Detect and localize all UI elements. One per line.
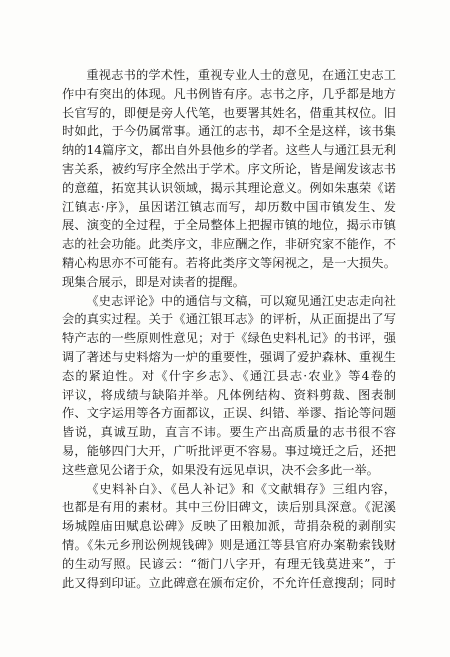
text-line: 长官写的，即便是旁人代笔，也要署其姓名，借重其权位。旧: [62, 105, 396, 120]
text-line: 会的真实过程。关于《通江银耳志》的评析，从正面提出了写: [62, 312, 396, 327]
paragraph: [62, 66, 396, 292]
text-line: 特产志的一些原则性意见；对于《绿色史料札记》的书评，强: [62, 331, 396, 346]
text-line: 现集合展示，即是对读者的提醒。: [62, 274, 245, 289]
text-line: 作、文字运用等各方面都议，正误、纠错、举谬、指论等问题: [62, 406, 396, 421]
page-text: [62, 66, 396, 592]
text-line: 此又得到印证。立此碑意在颁布定价，不允许任意搜刮；同时: [62, 575, 396, 590]
text-line: 评议，将成绩与缺陷并举。凡体例结构、资料剪裁、图表制: [62, 387, 396, 402]
text-line: 易，能够四门大开，广听批评更不容易。事过境迁之后，还把: [62, 443, 396, 458]
text-line: 重视志书的学术性，重视专业人士的意见，在通江史志工: [86, 68, 396, 82]
text-line: 精心构思亦不可能有。若将此类序文等闲视之，是一大损失。: [62, 255, 396, 270]
text-line: 作中有突出的体现。凡书例皆有序。志书之序，几乎都是地方: [62, 86, 396, 101]
text-line: 的意蕴，拓宽其认识领域，揭示其理论意义。例如朱惠荣《诺: [62, 180, 396, 195]
text-line: 《史料补白》、《邑人补记》和《文献辑存》三组内容，: [86, 481, 396, 496]
text-line: 江镇志·序》，虽因诺江镇志而写，却历数中国市镇发生、发: [62, 199, 396, 214]
text-line: 场城隍庙田赋息讼碑》反映了田粮加派，苛捐杂税的剥削实: [62, 519, 396, 534]
paragraph: [62, 292, 396, 480]
text-line: 纳的14篇序文，都出自外县他乡的学者。这些人与通江县无利: [62, 143, 396, 158]
text-line: 志的社会功能。此类序文，非应酬之作，非研究家不能作，不: [62, 237, 396, 252]
text-line: 态的紧迫性。对《什字乡志》、《通江县志·农业》等4卷的: [62, 368, 396, 383]
paragraph: [62, 480, 396, 593]
text-line: 也都是有用的素材。其中三份旧碑文，读后别具深意。《泥溪: [62, 500, 396, 515]
text-line: 展、演变的全过程，于全局整体上把握市镇的地位，揭示市镇: [62, 218, 396, 233]
text-line: 皆说，真诚互助，直言不讳。要生产出高质量的志书很不容: [62, 425, 396, 440]
text-line: 情。《朱元乡刑讼例规钱碑》则是通江等县官府办案勒索钱财: [62, 537, 396, 552]
text-line: 调了著述与史料熔为一炉的重要性，强调了爱护森林、重视生: [62, 349, 396, 364]
text-line: 的生动写照。民谚云：“衙门八字开，有理无钱莫进来”，于: [62, 556, 396, 571]
text-line: 这些意见公诸于众，如果没有远见卓识，决不会多此一举。: [62, 462, 379, 477]
text-line: 害关系，被约写序全然出于学术。序文所论，皆是阐发该志书: [62, 161, 396, 176]
text-line: 《史志评论》中的通信与文稿，可以窥见通江史志走向社: [86, 293, 396, 308]
text-line: 时如此，于今仍属常事。通江的志书，却不全是这样，该书集: [62, 124, 396, 139]
